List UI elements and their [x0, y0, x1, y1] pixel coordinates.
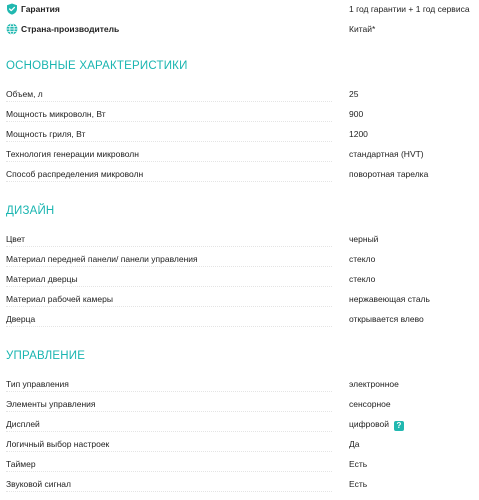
- spec-row: [0, 375, 479, 395]
- spec-label: Звуковой сигнал: [6, 479, 71, 489]
- spec-label: Дверца: [6, 314, 36, 324]
- spec-value: стекло: [349, 254, 376, 264]
- help-icon[interactable]: ?: [394, 421, 404, 431]
- spec-value: стандартная (HVT): [349, 149, 424, 159]
- spec-row: [0, 435, 479, 455]
- spec-value: черный: [349, 234, 379, 244]
- spec-value: стекло: [349, 274, 376, 284]
- spec-row: [0, 250, 479, 270]
- row-divider: [6, 121, 332, 122]
- spec-value: Есть: [349, 459, 368, 469]
- warranty-label: Гарантия: [21, 4, 60, 14]
- spec-value: Да: [349, 439, 360, 449]
- spec-value: цифровой: [349, 419, 389, 429]
- row-divider: [6, 471, 332, 472]
- spec-value: электронное: [349, 379, 399, 389]
- spec-row: [0, 475, 479, 495]
- spec-row: [0, 455, 479, 475]
- spec-label: Технология генерации микроволн: [6, 149, 139, 159]
- spec-label: Дисплей: [6, 419, 40, 429]
- spec-value: 25: [349, 89, 359, 99]
- spec-row: [0, 165, 479, 185]
- row-divider: [6, 181, 332, 182]
- spec-value: открывается влево: [349, 314, 424, 324]
- spec-value: 900: [349, 109, 364, 119]
- spec-value: Есть: [349, 479, 368, 489]
- spec-row: [0, 125, 479, 145]
- spec-value: поворотная тарелка: [349, 169, 429, 179]
- spec-label: Материал рабочей камеры: [6, 294, 113, 304]
- spec-value: сенсорное: [349, 399, 391, 409]
- row-divider: [6, 141, 332, 142]
- section-title-controls: УПРАВЛЕНИЕ: [6, 350, 86, 362]
- section-title-main-specs: ОСНОВНЫЕ ХАРАКТЕРИСТИКИ: [6, 60, 188, 72]
- row-divider: [6, 411, 332, 412]
- spec-label: Тип управления: [6, 379, 69, 389]
- row-divider: [6, 491, 332, 492]
- section-title-design: ДИЗАЙН: [6, 205, 55, 217]
- country-value: Китай*: [349, 24, 376, 34]
- row-divider: [6, 391, 332, 392]
- spec-label: Способ распределения микроволн: [6, 169, 144, 179]
- row-divider: [6, 161, 332, 162]
- spec-label: Мощность гриля, Вт: [6, 129, 86, 139]
- row-divider: [6, 431, 332, 432]
- spec-value: нержавеющая сталь: [349, 294, 430, 304]
- spec-label: Материал передней панели/ панели управления: [6, 254, 198, 264]
- spec-label: Логичный выбор настроек: [6, 439, 110, 449]
- spec-row: [0, 395, 479, 415]
- warranty-value: 1 год гарантии + 1 год сервиса: [349, 4, 470, 14]
- spec-row: [0, 270, 479, 290]
- spec-row: [0, 310, 479, 330]
- spec-row: [0, 85, 479, 105]
- shield-check-icon: [6, 3, 18, 15]
- spec-row: [0, 230, 479, 250]
- spec-row: [0, 105, 479, 125]
- row-divider: [6, 286, 332, 287]
- country-label: Страна-производитель: [21, 24, 120, 34]
- country-row: [0, 20, 479, 40]
- row-divider: [6, 266, 332, 267]
- spec-value: 1200: [349, 129, 368, 139]
- spec-row: [0, 145, 479, 165]
- spec-row: [0, 290, 479, 310]
- row-divider: [6, 306, 332, 307]
- spec-label: Элементы управления: [6, 399, 96, 409]
- spec-row: [0, 415, 479, 435]
- spec-label: Цвет: [6, 234, 26, 244]
- spec-label: Мощность микроволн, Вт: [6, 109, 106, 119]
- spec-label: Таймер: [6, 459, 36, 469]
- row-divider: [6, 451, 332, 452]
- row-divider: [6, 326, 332, 327]
- spec-value-with-help: [349, 419, 404, 431]
- spec-label: Объем, л: [6, 89, 43, 99]
- row-divider: [6, 246, 332, 247]
- warranty-row: [0, 0, 479, 20]
- row-divider: [6, 101, 332, 102]
- globe-icon: [6, 23, 18, 35]
- spec-label: Материал дверцы: [6, 274, 78, 284]
